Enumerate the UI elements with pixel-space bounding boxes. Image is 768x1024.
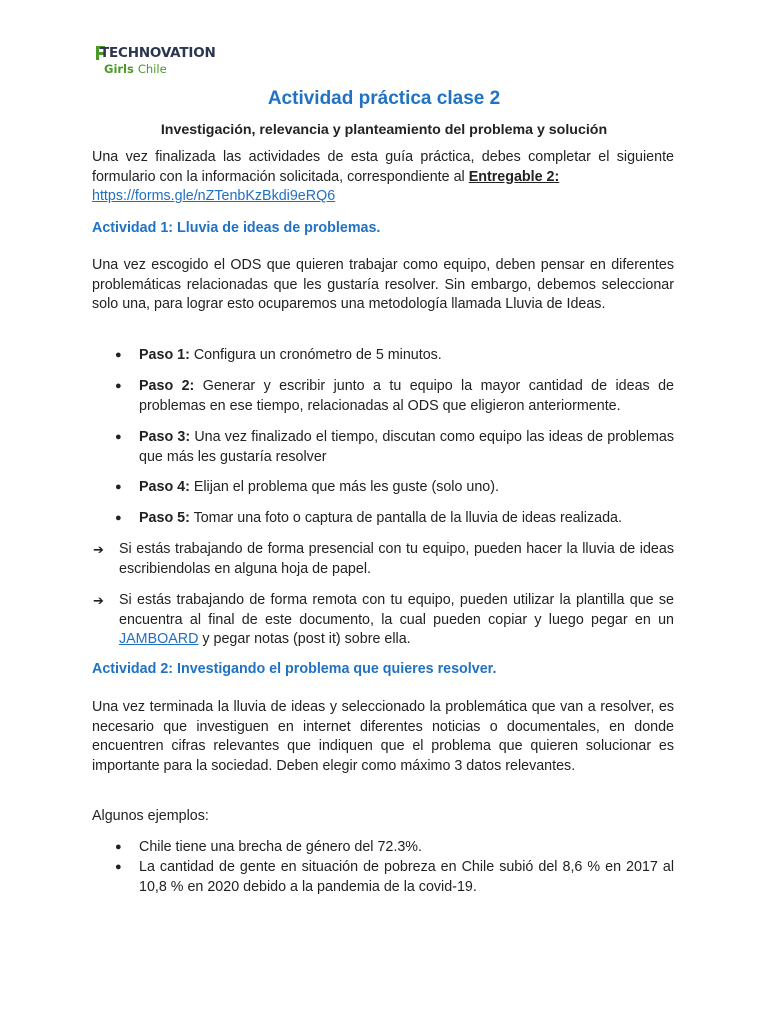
bullet-icon: ●	[115, 380, 122, 392]
intro-text: Una vez finalizada las actividades de esta guía práctica, debes completar el siguiente formulario con la información solicitada, correspondiente al	[92, 149, 674, 185]
step-item	[115, 377, 674, 416]
step-item	[115, 428, 675, 467]
activity2-paragraph: Una vez terminada la lluvia de ideas y seleccionado la problemática que van a resolver, es necesario que investiguen en internet diferentes noticias o documentales, en donde encuentren cifras relevantes que indiquen que el problema que quieren solucionar es importante para la sociedad. Deben elegir como máximo 3 datos relevantes.	[92, 699, 674, 774]
technovation-logo	[94, 44, 234, 78]
activity1-heading: Actividad 1: Lluvia de ideas de problemas.	[92, 220, 381, 236]
example-text: Chile tiene una brecha de género del 72.3%.	[139, 839, 422, 855]
step-label: Paso 3:	[139, 429, 191, 445]
example-text: La cantidad de gente en situación de pobreza en Chile subió del 8,6 % en 2017 al 10,8 % en 2020 debido a la pandemia de la covid-19.	[139, 859, 674, 895]
jamboard-link[interactable]: JAMBOARD	[119, 631, 199, 648]
activity1-paragraph: Una vez escogido el ODS que quieren trabajar como equipo, deben pensar en diferentes problemáticas relacionadas que les gustaría resolver. Sin embargo, debemos seleccionar solo una, para lograr esto ocuparemos una metodología llamada Lluvia de Ideas.	[92, 257, 674, 313]
intro-paragraph	[92, 148, 674, 207]
note-item	[93, 591, 674, 650]
examples-label: Algunos ejemplos:	[92, 808, 209, 824]
note-text-end: y pegar notas (post it) sobre ella.	[198, 631, 411, 648]
step-item	[115, 478, 674, 498]
activity2-heading: Actividad 2: Investigando el problema que quieres resolver.	[92, 661, 497, 677]
step-text: Configura un cronómetro de 5 minutos.	[189, 347, 442, 363]
step-label: Paso 4:	[139, 479, 190, 495]
step-text: Elijan el problema que más les guste (solo uno).	[189, 479, 499, 495]
logo-subtitle	[104, 62, 167, 76]
step-text: Tomar una foto o captura de pantalla de la lluvia de ideas realizada.	[189, 510, 622, 526]
step-item	[115, 346, 674, 366]
logo-title: TECHNOVATION	[100, 45, 216, 61]
intro-deliverable: Entregable 2:	[468, 168, 560, 185]
step-label: Paso 5:	[139, 510, 190, 526]
bullet-icon: ●	[115, 512, 122, 524]
arrow-icon: ➔	[93, 593, 104, 608]
step-text: Generar y escribir junto a tu equipo la mayor cantidad de ideas de problemas en ese tiempo, relacionadas al ODS que eligieron anteriormente.	[139, 378, 674, 414]
bullet-icon: ●	[115, 481, 122, 493]
document-subtitle: Investigación, relevancia y planteamiento del problema y solución	[160, 122, 608, 138]
note-text: Si estás trabajando de forma presencial con tu equipo, pueden hacer la lluvia de ideas escribiendolas en alguna hoja de papel.	[119, 541, 674, 577]
logo-sub-light: Chile	[137, 62, 167, 76]
logo-sub-bold: Girls	[104, 62, 134, 76]
step-text: Una vez finalizado el tiempo, discutan como equipo las ideas de problemas que más les gustaría resolver	[139, 429, 675, 465]
bullet-icon: ●	[115, 841, 122, 853]
bullet-icon: ●	[115, 431, 122, 443]
document-title: Actividad práctica clase 2	[267, 88, 501, 109]
step-label: Paso 1:	[139, 347, 190, 363]
form-link[interactable]: https://forms.gle/nZTenbKzBkdi9eRQ6	[92, 188, 336, 205]
example-item	[115, 858, 674, 897]
note-item	[93, 540, 674, 579]
arrow-icon: ➔	[93, 542, 104, 557]
example-item	[115, 838, 674, 858]
note-text: Si estás trabajando de forma remota con tu equipo, pueden utilizar la plantilla que se encuentra al final de este documento, la cual pueden copiar y luego pegar en un	[119, 592, 674, 628]
step-item	[115, 509, 674, 529]
step-label: Paso 2:	[139, 378, 195, 394]
bullet-icon: ●	[115, 349, 122, 361]
bullet-icon: ●	[115, 861, 122, 873]
